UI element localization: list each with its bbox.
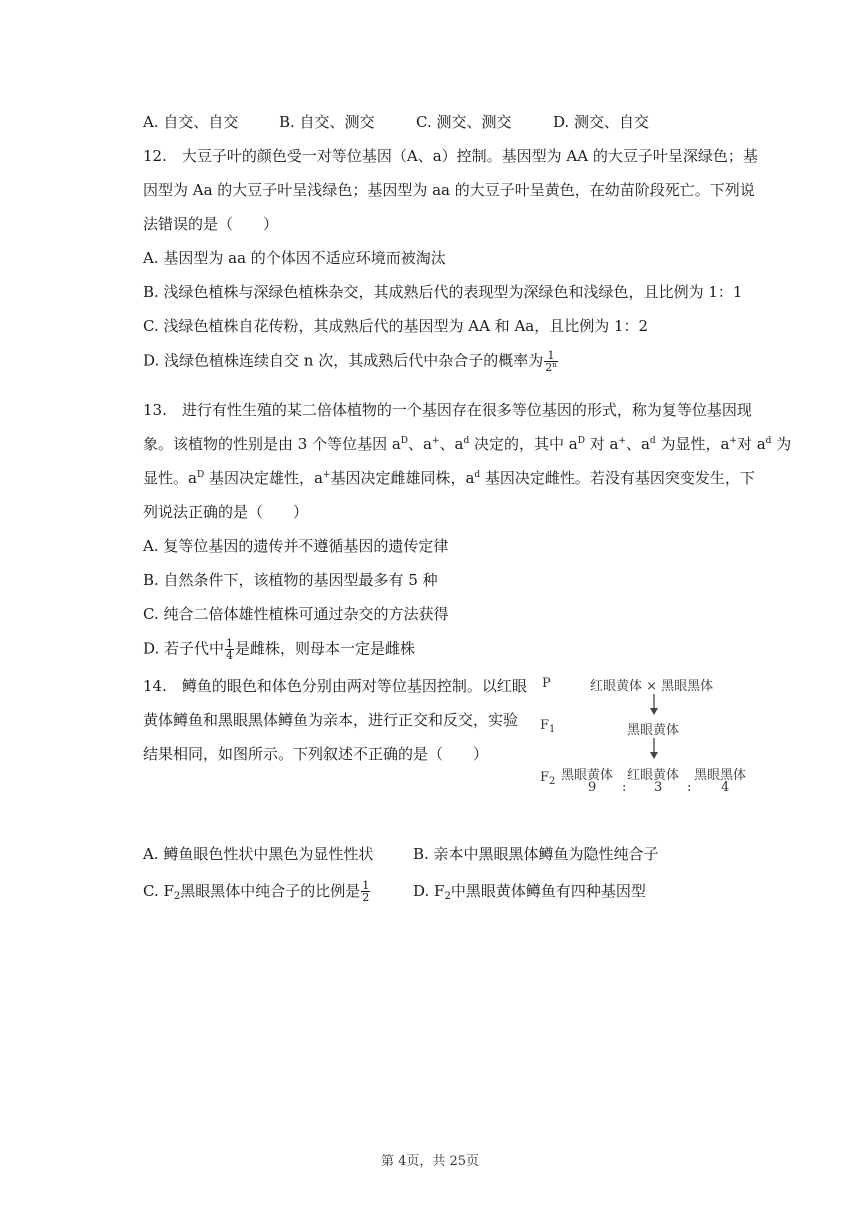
q13-stem-line-2	[143, 434, 791, 454]
f2-ratio-sep: :	[687, 780, 692, 795]
f2-ratio-sep: :	[622, 780, 627, 795]
q14-options-row-1	[143, 844, 659, 864]
q14-option-d-text: 中黑眼黄体鳟鱼有四种基因型	[450, 881, 646, 900]
allele-sup: +	[729, 436, 737, 446]
q11-option-d: D. 测交、自交	[553, 113, 650, 131]
q14-option-c-text: 黑眼黑体中纯合子的比例是	[180, 881, 361, 900]
f2-phenotype: 红眼黄体	[627, 768, 680, 783]
q14-option-c: C. F2黑眼黑体中纯合子的比例是 $\frac{1}{2}$	[143, 879, 370, 904]
f2-ratio: 4	[721, 780, 730, 795]
gen-label-f1	[540, 718, 555, 733]
q13-stem-line-4: 列说法正确的是（ ）	[143, 503, 309, 521]
fraction-denominator: 4	[226, 649, 234, 662]
q11-options	[143, 112, 649, 132]
denominator-exponent: n	[552, 361, 557, 369]
f2-ratio: 9	[588, 780, 597, 795]
parent-cross: 红眼黄体 × 黑眼黑体	[590, 679, 714, 694]
fraction-numerator: 1	[362, 879, 370, 892]
q12-stem-line-1: 12. 大豆子叶的颜色受一对等位基因（A、a）控制。基因型为 AA 的大豆子叶呈深绿色；基	[143, 147, 758, 165]
allele-sup: +	[322, 470, 331, 480]
fraction-numerator: 1	[544, 350, 558, 362]
q13-text: 、a	[439, 435, 464, 453]
f2-ratio: 3	[654, 780, 663, 795]
gen-subscript: 1	[549, 724, 556, 735]
q13-text: 为	[771, 435, 792, 453]
q13-option-b: B. 自然条件下，该植物的基因型最多有 5 种	[143, 571, 438, 589]
f1-phenotype: 黑眼黄体	[627, 723, 680, 738]
q13-option-d-text: D. 若子代中	[143, 639, 225, 658]
q14-option-d: D. F2中黑眼黄体鳟鱼有四种基因型	[413, 881, 646, 902]
f2-phenotype: 黑眼黑体	[694, 768, 747, 783]
q12-option-a: A. 基因型为 aa 的个体因不适应环境而被淘汰	[143, 249, 446, 267]
page-footer: 第 4页，共 25页	[380, 1154, 480, 1169]
gen-subscript: 2	[549, 776, 556, 787]
allele-sup: +	[431, 436, 440, 446]
q12-fraction	[544, 350, 558, 373]
q13-text: 基因决定雌雄同株，a	[330, 469, 475, 487]
q13-text: 基因决定雌性。若没有基因突变发生，下	[480, 469, 755, 487]
q14-fraction	[361, 880, 370, 903]
gen-letter: F	[540, 718, 550, 733]
allele-sup: D	[196, 470, 205, 480]
q14-stem-line-3: 结果相同，如图所示。下列叙述不正确的是（ ）	[143, 745, 489, 763]
q13-option-c: C. 纯合二倍体雄性植株可通过杂交的方法获得	[143, 605, 449, 623]
q13-text: 、a	[408, 435, 432, 453]
arrow-down-icon	[649, 694, 659, 716]
allele-sup: D	[400, 436, 409, 446]
q13-text: 显性。a	[143, 469, 197, 487]
q12-option-d-text: D. 浅绿色植株连续自交 n 次，其成熟后代中杂合子的概率为	[143, 351, 544, 370]
allele-sup: d	[463, 436, 470, 446]
cross-diagram	[536, 672, 756, 802]
q13-text: 决定的，其中 a	[469, 435, 578, 453]
gen-letter: F	[540, 770, 550, 785]
allele-sup: d	[649, 436, 656, 446]
allele-sup: d	[765, 436, 772, 446]
q12-stem-line-2: 因型为 Aa 的大豆子叶呈浅绿色；基因型为 aa 的大豆子叶呈黄色，在幼苗阶段死亡。下列说	[143, 181, 755, 199]
q12-option-c: C. 浅绿色植株自花传粉，其成熟后代的基因型为 AA 和 Aa，且比例为 1：2	[143, 317, 649, 335]
q13-option-a: A. 复等位基因的遗传并不遵循基因的遗传定律	[143, 537, 449, 555]
q13-text: 对 a	[584, 435, 619, 453]
fraction-denominator	[544, 362, 558, 373]
q13-stem-line-3	[143, 468, 755, 488]
q14-option-a: A. 鳟鱼眼色性状中黑色为显性性状	[143, 845, 374, 863]
gen-label-f2	[540, 770, 555, 785]
allele-sup: D	[577, 436, 585, 446]
fraction-denominator: 2	[362, 891, 370, 904]
allele-sup: d	[474, 470, 481, 480]
denominator-base: 2	[545, 361, 553, 374]
q12-stem-line-3: 法错误的是（ ）	[143, 215, 279, 233]
q13-option-d	[143, 638, 415, 661]
q13-text: 为显性，a	[655, 435, 730, 453]
q14-stem-line-1: 14. 鳟鱼的眼色和体色分别由两对等位基因控制。以红眼	[143, 677, 527, 695]
fraction-numerator: 1	[226, 637, 234, 650]
q14-stem-line-2: 黄体鳟鱼和黑眼黑体鳟鱼为亲本，进行正交和反交，实验	[143, 711, 519, 729]
q11-option-b: B. 自交、测交	[279, 113, 375, 131]
q14-option-b: B. 亲本中黑眼黑体鳟鱼为隐性纯合子	[413, 845, 659, 863]
q13-text: 、a	[625, 435, 650, 453]
q13-stem-line-1: 13. 进行有性生殖的某二倍体植物的一个基因存在很多等位基因的形式，称为复等位基因现	[143, 401, 752, 419]
q14-option-d-text: D. F	[413, 881, 445, 900]
q12-option-b: B. 浅绿色植株与深绿色植株杂交，其成熟后代的表现型为深绿色和浅绿色，且比例为 1：1	[143, 283, 743, 301]
q13-option-d-text: 是雌株，则母本一定是雌株	[235, 639, 416, 658]
f2-phenotype: 黑眼黄体	[561, 768, 614, 783]
q14-option-c-text: C. F	[143, 881, 174, 900]
q12-option-d	[143, 350, 559, 373]
q11-option-c: C. 测交、测交	[416, 113, 512, 131]
q13-text: 对 a	[736, 435, 766, 453]
allele-sup: +	[618, 436, 626, 446]
arrow-down-icon	[649, 738, 659, 760]
q13-fraction	[225, 638, 234, 661]
q13-text: 基因决定雄性，a	[204, 469, 323, 487]
q11-option-a: A. 自交、自交	[143, 113, 239, 131]
q14-options-row-2	[143, 880, 646, 903]
q13-text: 象。该植物的性别是由 3 个等位基因 a	[143, 435, 401, 453]
gen-label-p: P	[542, 676, 551, 691]
